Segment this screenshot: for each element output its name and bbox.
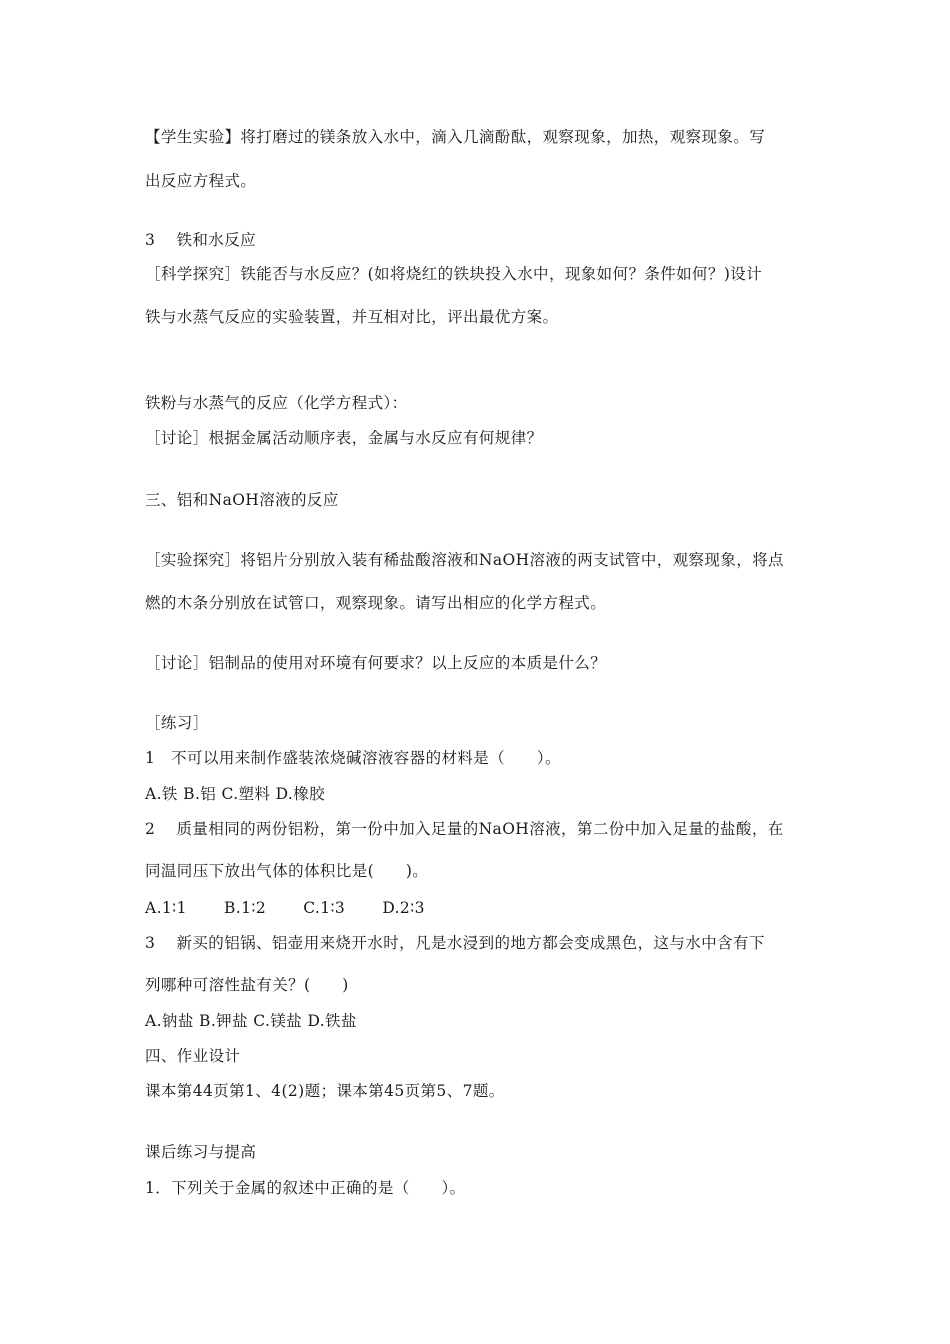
question-2-options: A.1∶1 B.1∶2 C.1∶3 D.2∶3 [145,899,425,917]
question-3-line-1: 3 新买的铝锅、铝壶用来烧开水时，凡是水浸到的地方都会变成黑色，这与水中含有下 [145,934,765,952]
discussion-line-1: ［讨论］根据金属活动顺序表，金属与水反应有何规律？ [145,429,543,447]
question-1: 1 不可以用来制作盛装浓烧碱溶液容器的材料是（ ）。 [145,749,561,767]
after-class-question-1: 1．下列关于金属的叙述中正确的是（ ）。 [145,1179,466,1197]
section-homework-heading: 四、作业设计 [145,1047,241,1065]
question-3-line-2: 列哪种可溶性盐有关？( ) [145,976,349,994]
student-experiment-line-2: 出反应方程式。 [145,172,257,190]
question-1-options: A.铁 B.铝 C.塑料 D.橡胶 [145,785,326,803]
exercise-heading: ［练习］ [145,714,209,732]
section-aluminum-naoh-heading: 三、铝和NaOH溶液的反应 [145,491,339,509]
homework-assignment: 课本第44页第1、4(2)题；课本第45页第5、7题。 [145,1082,505,1100]
question-3-options: A.钠盐 B.钾盐 C.镁盐 D.铁盐 [145,1012,357,1030]
iron-steam-equation-line: 铁粉与水蒸气的反应（化学方程式）： [145,394,408,412]
after-class-heading: 课后练习与提高 [145,1143,257,1161]
question-2-line-2: 同温同压下放出气体的体积比是( )。 [145,862,429,880]
student-experiment-line-1: 【学生实验】将打磨过的镁条放入水中，滴入几滴酚酞，观察现象，加热，观察现象。写 [145,128,766,146]
section-iron-water-heading: 3 铁和水反应 [145,231,256,249]
science-inquiry-line-1: ［科学探究］铁能否与水反应？(如将烧红的铁块投入水中，现象如何？条件如何？)设计 [145,265,763,283]
discussion-line-2: ［讨论］铝制品的使用对环境有何要求？以上反应的本质是什么？ [145,654,607,672]
experiment-inquiry-line-2: 燃的木条分别放在试管口，观察现象。请写出相应的化学方程式。 [145,594,607,612]
question-2-line-1: 2 质量相同的两份铝粉，第一份中加入足量的NaOH溶液，第二份中加入足量的盐酸，在 [145,820,784,838]
science-inquiry-line-2: 铁与水蒸气反应的实验装置，并互相对比，评出最优方案。 [145,308,559,326]
experiment-inquiry-line-1: ［实验探究］将铝片分别放入装有稀盐酸溶液和NaOH溶液的两支试管中，观察现象，将点 [145,551,784,569]
